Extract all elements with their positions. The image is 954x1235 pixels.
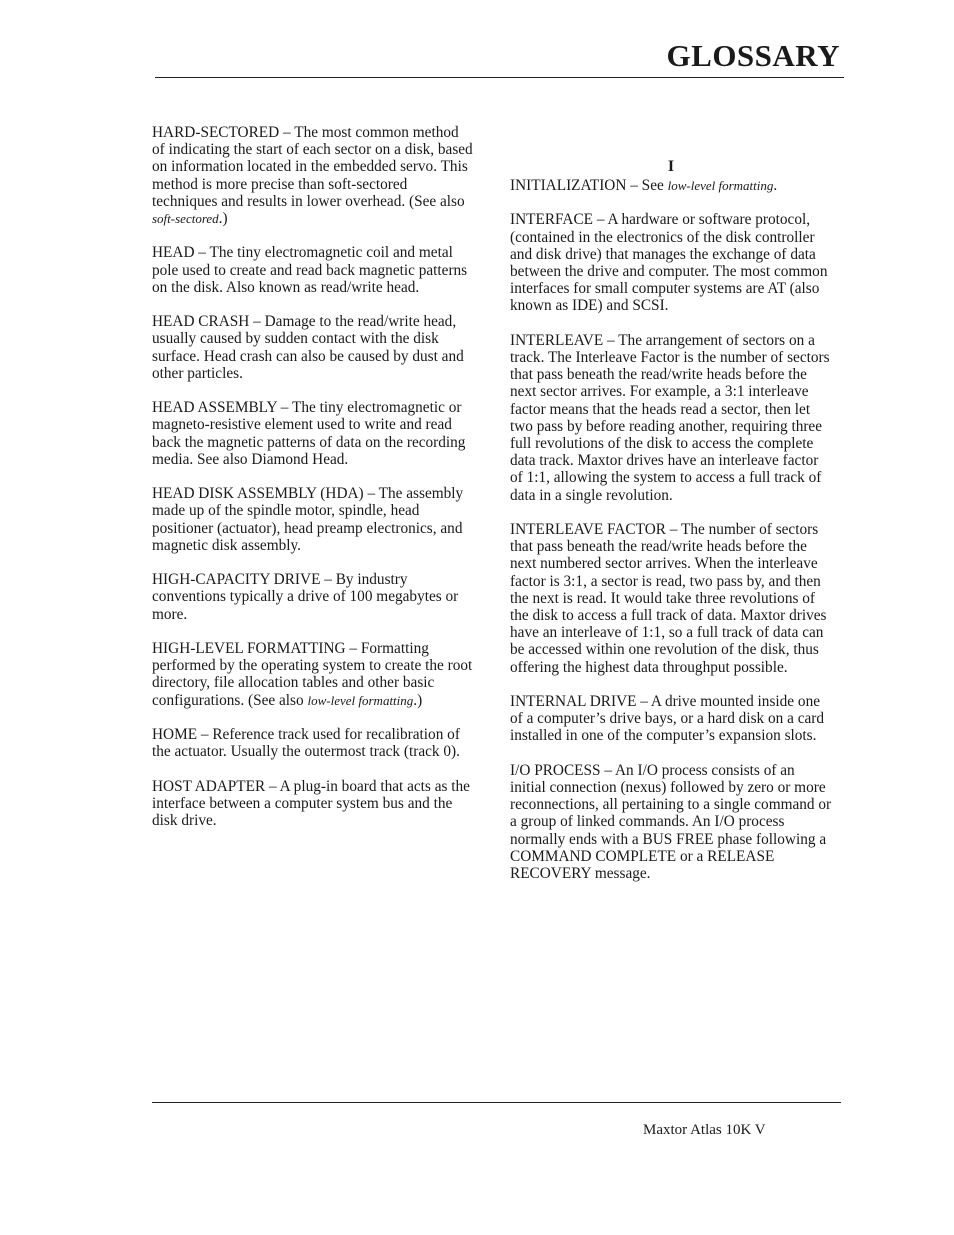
glossary-entry-hard-sectored: HARD-SECTORED – The most common method of indicating the start of each sector on a disk, based on information located in the embedded servo. This method is more precise than soft-sectored techniques and results in lower overhead. (See also soft-sectored.)	[152, 124, 473, 228]
glossary-entry-high-level-formatting: HIGH-LEVEL FORMATTING – Formatting performed by the operating system to create the root directory, file allocation tables and other basic configurations. (See also low-level formatting.)	[152, 640, 473, 709]
glossary-entry-home: HOME – Reference track used for recalibration of the actuator. Usually the outermost track (track 0).	[152, 726, 460, 761]
glossary-entry-initialization: INITIALIZATION – See low-level formatting.	[510, 177, 778, 194]
glossary-entry-host-adapter: HOST ADAPTER – A plug-in board that acts as the interface between a computer system bus and the disk drive.	[152, 777, 470, 829]
glossary-entry-head-crash: HEAD CRASH – Damage to the read/write head, usually caused by sudden contact with the disk surface. Head crash can also be caused by dust and other particles.	[152, 313, 464, 382]
page-title: GLOSSARY	[666, 38, 840, 73]
glossary-entry-io-process: I/O PROCESS – An I/O process consists of an initial connection (nexus) followed by zero or more reconnections, all pertaining to a single command or a group of linked commands. An I/O process normally ends with a BUS FREE phase following a COMMAND COMPLETE or a RELEASE RECOVERY message.	[510, 761, 832, 883]
glossary-entry-high-capacity-drive: HIGH-CAPACITY DRIVE – By industry conventions typically a drive of 100 megabytes or more.	[152, 571, 459, 623]
header-divider	[155, 77, 844, 78]
glossary-entry-interleave-factor: INTERLEAVE FACTOR – The number of sectors that pass beneath the read/write heads before the next numbered sector arrives. When the interleave factor is 3:1, a sector is read, two pass by, and then the next is read. It would take three revolutions of the disk to access a full track of data. Maxtor drives have an interleave of 1:1, so a full track of data can be accessed within one revolution of the disk, thus offering the highest data throughput possible.	[510, 521, 827, 676]
glossary-entry-head-assembly: HEAD ASSEMBLY – The tiny electromagnetic or magneto-resistive element used to write and read back the magnetic patterns of data on the recording media. See also Diamond Head.	[152, 399, 466, 468]
footer-product-name: Maxtor Atlas 10K V	[643, 1122, 766, 1138]
glossary-entry-interleave: INTERLEAVE – The arrangement of sectors on a track. The Interleave Factor is the number of sectors that pass beneath the read/write heads before the next sector arrives. For example, a 3:1 interleave factor means that the heads read a sector, then let two pass by before reading another, requiring three full revolutions of the disk to access the complete data track. Maxtor drives have an interleave factor of 1:1, allowing the system to access a full track of data in a single revolution.	[510, 331, 830, 504]
section-letter: I	[667, 158, 675, 175]
left-column	[152, 124, 474, 846]
glossary-entry-head: HEAD – The tiny electromagnetic coil and metal pole used to create and read back magnetic patterns on the disk. Also known as read/write head.	[152, 244, 468, 296]
right-column	[510, 157, 832, 899]
glossary-entry-interface: INTERFACE – A hardware or software protocol, (contained in the electronics of the disk controller and disk drive) that manages the exchange of data between the drive and computer. The most common interfaces for small computer systems are AT (also known as IDE) and SCSI.	[510, 211, 828, 315]
footer-divider	[152, 1102, 841, 1103]
cross-reference: low-level formatting	[667, 178, 774, 193]
cross-reference: soft-sectored	[152, 211, 219, 227]
glossary-entry-hda: HEAD DISK ASSEMBLY (HDA) – The assembly made up of the spindle motor, spindle, head positioner (actuator), head preamp electronics, and magnetic disk assembly.	[152, 485, 464, 554]
cross-reference: low-level formatting	[307, 692, 414, 708]
glossary-entry-internal-drive: INTERNAL DRIVE – A drive mounted inside one of a computer’s drive bays, or a hard disk on a card installed in one of the computer’s expansion slots.	[510, 693, 825, 745]
